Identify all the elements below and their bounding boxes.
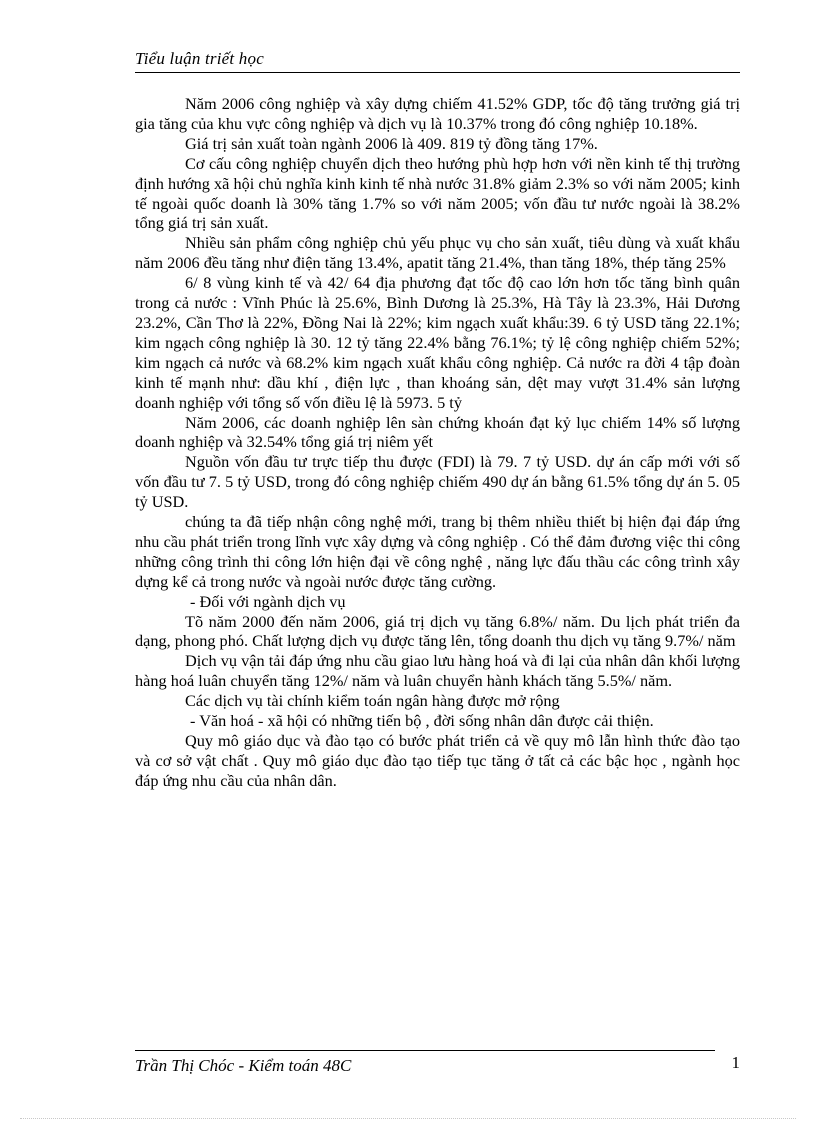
page-header: [135, 48, 740, 73]
section-heading-culture: - Văn hoá - xã hội có những tiến bộ , đời sống nhân dân được cải thiện.: [190, 711, 654, 731]
footer-author: Trần Thị Chóc - Kiểm toán 48C: [135, 1056, 352, 1075]
paragraph: Nguồn vốn đầu tư trực tiếp thu được (FDI) là 79. 7 tỷ USD. dự án cấp mới với số vốn đầu tư 7. 5 tỷ USD, trong đó công nghiệp chiếm 490 dự án bằng 61.5% tổng dự án 5. 05 tỷ USD.: [135, 452, 740, 512]
paragraph: Năm 2006 công nghiệp và xây dựng chiếm 41.52% GDP, tốc độ tăng trưởng giá trị gia tăng của khu vực công nghiệp và dịch vụ là 10.37% trong đó công nghiệp 10.18%.: [135, 94, 740, 133]
paragraph: Nhiều sản phẩm công nghiệp chủ yếu phục vụ cho sản xuất, tiêu dùng và xuất khẩu năm 2006 đều tăng như điện tăng 13.4%, apatit tăng 21.4%, than tăng 18%, thép tăng 25%: [135, 233, 740, 273]
page-number: 1: [731, 1053, 740, 1072]
page-edge-divider: [20, 1118, 796, 1119]
paragraph: Giá trị sản xuất toàn ngành 2006 là 409. 819 tỷ đồng tăng 17%.: [185, 133, 598, 153]
document-body: [135, 94, 740, 791]
paragraph: 6/ 8 vùng kinh tế và 42/ 64 địa phương đạt tốc độ cao lớn hơn tốc tăng bình quân trong cả nước : Vĩnh Phúc là 25.6%, Bình Dương là 25.3%, Hà Tây là 23.3%, Hải Dương 23.2%, Cần Thơ là 22%, Đồng Nai là 22%; kim ngạch xuất khẩu:39. 6 tỷ USD tăng 22.1%; kim ngạch công nghiệp là 30. 12 tỷ tăng 22.4% bằng 76.1%; tỷ lệ công nghiệp chiếm 52%; kim ngạch cả nước và 68.2% kim ngạch xuất khẩu công nghiệp. Cả nước ra đời 4 tập đoàn kinh tế mạnh như: dầu khí , điện lực , than khoáng sản, dệt may vượt 31.4% sản lượng doanh nghiệp với tổng số vốn điều lệ là 5973. 5 tỷ: [135, 273, 740, 412]
paragraph: Các dịch vụ tài chính kiểm toán ngân hàng được mở rộng: [185, 691, 560, 711]
header-title: Tiểu luận triết học: [135, 49, 264, 68]
section-heading-services: - Đối với ngành dịch vụ: [190, 591, 346, 611]
paragraph: Năm 2006, các doanh nghiệp lên sàn chứng khoán đạt kỷ lục chiếm 14% số lượng doanh nghiệp và 32.54% tổng giá trị niêm yết: [135, 412, 740, 452]
page-footer: [135, 1050, 740, 1080]
paragraph: Dịch vụ vận tải đáp ứng nhu cầu giao lưu hàng hoá và đi lại của nhân dân khối lượng hàng hoá luân chuyển tăng 12%/ năm và luân chuyển hành khách tăng 5.5%/ năm.: [135, 651, 740, 691]
paragraph: chúng ta đã tiếp nhận công nghệ mới, trang bị thêm nhiều thiết bị hiện đại đáp ứng nhu cầu phát triển trong lĩnh vực xây dựng và công nghiệp . Có thể đảm đương việc thi công những công trình thi công lớn hiện đại về công nghệ , năng lực đấu thầu các công trình xây dựng kể cả trong nước và ngoài nước được tăng cường.: [135, 512, 740, 591]
paragraph: Tõ năm 2000 đến năm 2006, giá trị dịch vụ tăng 6.8%/ năm. Du lịch phát triển đa dạng, phong phó. Chất lượng dịch vụ được tăng lên, tổng doanh thu dịch vụ tăng 9.7%/ năm: [135, 611, 740, 651]
paragraph: Cơ cấu công nghiệp chuyển dịch theo hướng phù hợp hơn với nền kinh tế thị trường định hướng xã hội chủ nghĩa kinh kinh tế nhà nước 31.8% giảm 2.3% so với năm 2005; kinh tế ngoài quốc doanh là 30% tăng 1.7% so với năm 2005; vốn đầu tư nước ngoài là 38.2% tổng giá trị sản xuất.: [135, 153, 740, 233]
footer-divider: [135, 1050, 715, 1051]
paragraph: Quy mô giáo dục và đào tạo có bước phát triển cả về quy mô lẫn hình thức đào tạo và cơ sở vật chất . Quy mô giáo dục đào tạo tiếp tục tăng ở tất cả các bậc học , ngành học đáp ứng nhu cầu của nhân dân.: [135, 731, 740, 790]
